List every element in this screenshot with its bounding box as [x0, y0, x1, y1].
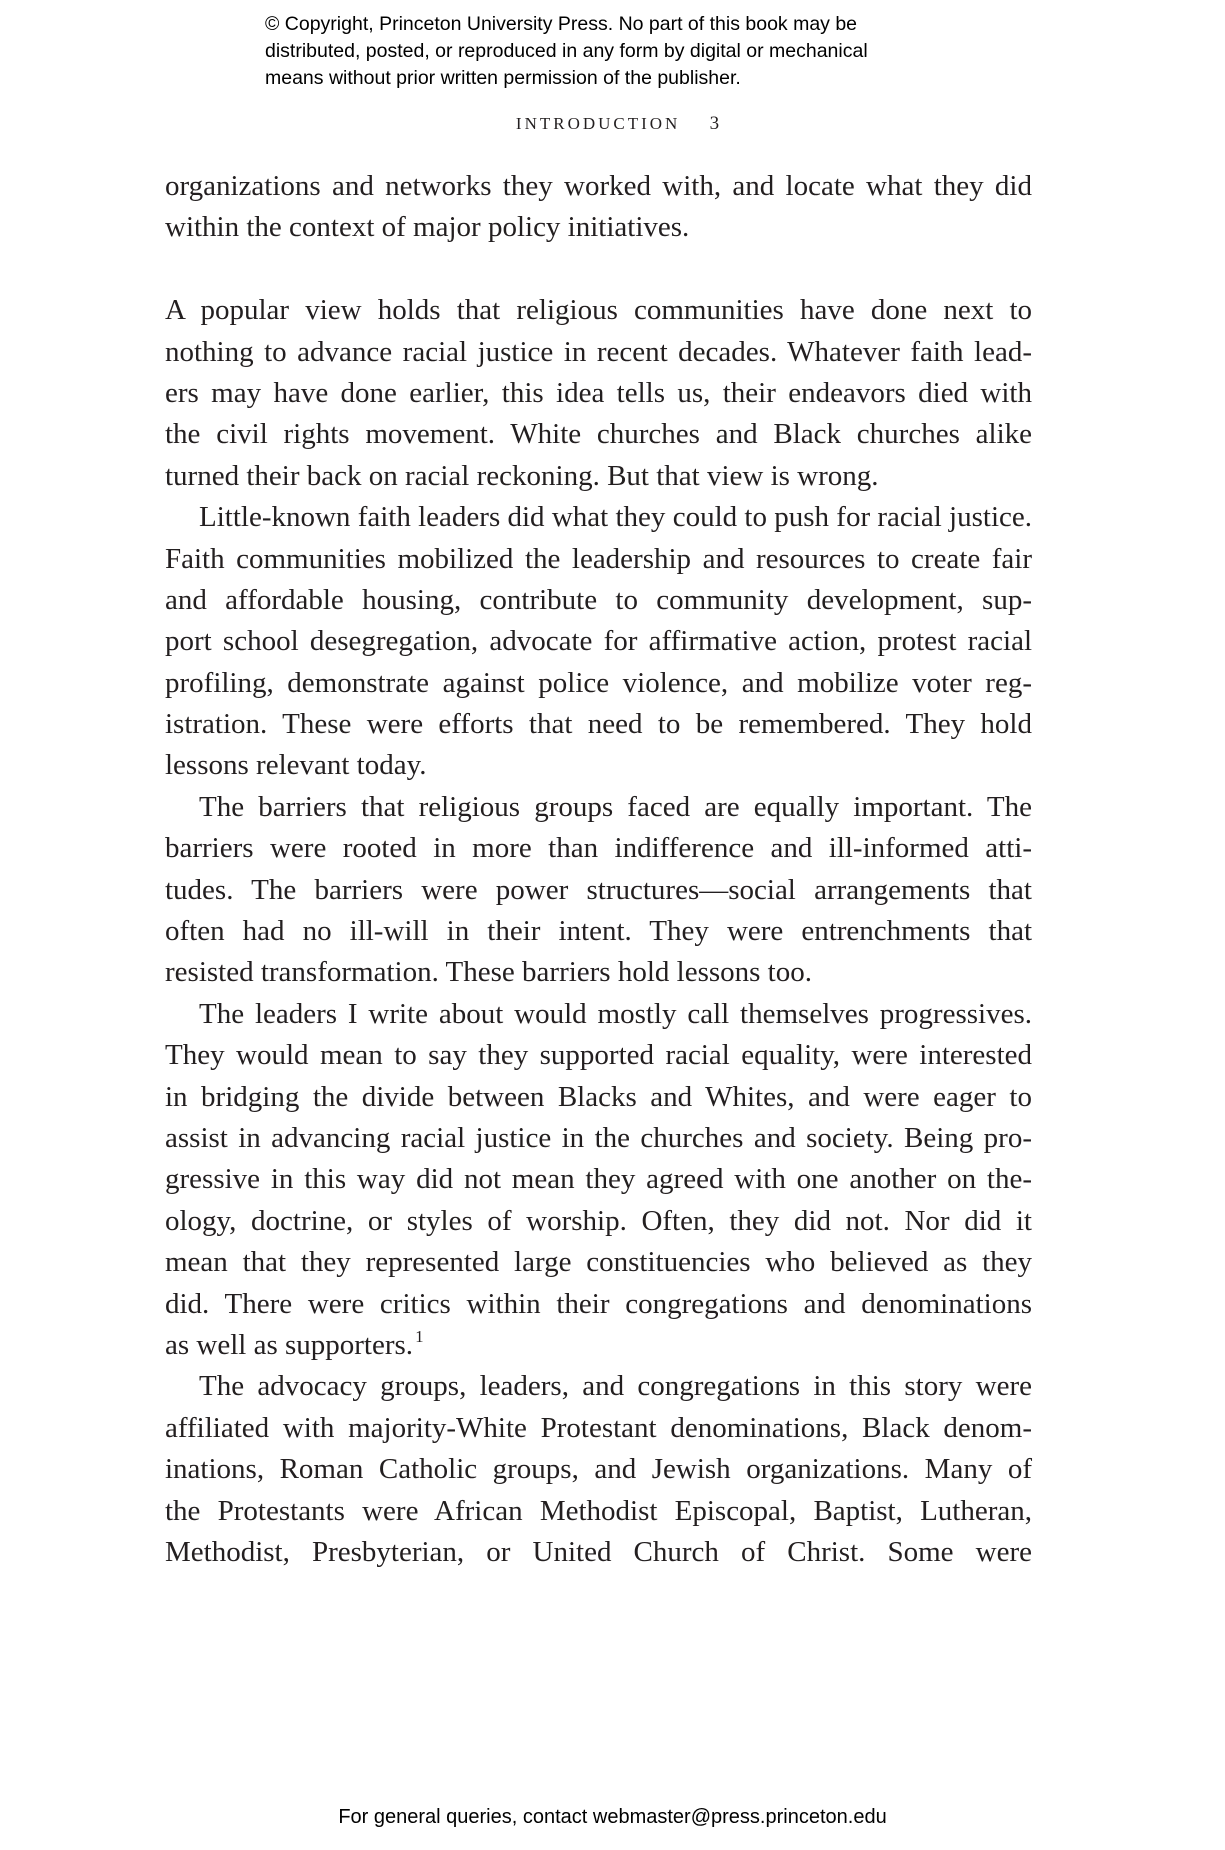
- paragraph: [165, 290, 1032, 497]
- text-line: Methodist, Presbyterian, or United Church of Christ. Some were: [165, 1535, 1032, 1568]
- text-line: ology, doctrine, or styles of worship. Often, they did not. Nor did it: [165, 1204, 1032, 1237]
- footer-contact: [0, 1806, 1225, 1829]
- running-head: [0, 113, 1225, 135]
- text-line: The advocacy groups, leaders, and congregations in this story were: [199, 1370, 1032, 1403]
- text-line: resisted transformation. These barriers hold lessons too.: [165, 956, 812, 989]
- text-line: istration. These were efforts that need to be remembered. They hold: [165, 708, 1032, 741]
- text-line: gressive in this way did not mean they agreed with one another on the-: [165, 1163, 1032, 1196]
- text-line: affiliated with majority-White Protestant denominations, Black denom-: [165, 1411, 1032, 1444]
- body-text: [165, 166, 1032, 1573]
- text-line: organizations and networks they worked with, and locate what they did: [165, 170, 1032, 202]
- text-line: The barriers that religious groups faced are equally important. The: [199, 790, 1032, 823]
- copyright-line: distributed, posted, or reproduced in any form by digital or mechanical: [265, 40, 868, 62]
- paragraph: [165, 787, 1032, 994]
- paragraph: [165, 1366, 1032, 1573]
- text-line: Faith communities mobilized the leadership and resources to create fair: [165, 542, 1032, 575]
- copyright-line: © Copyright, Princeton University Press. No part of this book may be: [265, 13, 858, 35]
- paragraph: [165, 166, 1032, 249]
- text-line: turned their back on racial reckoning. But that view is wrong.: [165, 459, 879, 492]
- text-line: ers may have done earlier, this idea tells us, their endeavors died with: [165, 376, 1032, 409]
- text-line: the Protestants were African Methodist Episcopal, Baptist, Lutheran,: [165, 1494, 1032, 1527]
- footer-prefix: For general queries, contact: [338, 1806, 593, 1828]
- text-line: did. There were critics within their congregations and denominations: [165, 1287, 1032, 1320]
- text-line: profiling, demonstrate against police violence, and mobilize voter reg-: [165, 666, 1032, 699]
- text-line: tudes. The barriers were power structures—social arrangements that: [165, 873, 1032, 906]
- text-line: They would mean to say they supported racial equality, were interested: [165, 1039, 1032, 1072]
- footnote-reference[interactable]: 1: [415, 1326, 424, 1346]
- copyright-notice: [265, 11, 1025, 92]
- running-head-section: INTRODUCTION: [515, 114, 681, 133]
- copyright-line: means without prior written permission of the publisher.: [265, 67, 741, 89]
- text-line: The leaders I write about would mostly call themselves progressives.: [199, 997, 1032, 1030]
- text-line: in bridging the divide between Blacks and Whites, and were eager to: [165, 1080, 1032, 1113]
- paragraph: [165, 994, 1032, 1367]
- text-line: mean that they represented large constituencies who believed as they: [165, 1246, 1032, 1279]
- text-line: inations, Roman Catholic groups, and Jewish organizations. Many of: [165, 1453, 1032, 1486]
- text-line: the civil rights movement. White churches and Black churches alike: [165, 418, 1032, 451]
- text-line: A popular view holds that religious communities have done next to: [165, 294, 1032, 327]
- section-break: [165, 249, 1032, 290]
- text-line-content: as well as supporters.: [165, 1328, 414, 1361]
- webmaster-email-link[interactable]: webmaster@press.princeton.edu: [592, 1806, 887, 1828]
- text-line: [165, 1325, 1032, 1366]
- text-line: and affordable housing, contribute to community development, sup-: [165, 583, 1032, 616]
- text-line: within the context of major policy initiatives.: [165, 211, 690, 244]
- text-line: assist in advancing racial justice in the churches and society. Being pro-: [165, 1121, 1032, 1154]
- text-line: barriers were rooted in more than indifference and ill-informed atti-: [165, 832, 1032, 865]
- text-line: nothing to advance racial justice in recent decades. Whatever faith lead-: [165, 335, 1032, 368]
- page-number: 3: [709, 113, 720, 134]
- text-line: often had no ill-will in their intent. They were entrenchments that: [165, 915, 1032, 948]
- text-line: port school desegregation, advocate for affirmative action, protest racial: [165, 625, 1032, 658]
- text-line: lessons relevant today.: [165, 749, 427, 782]
- paragraph: [165, 497, 1032, 787]
- text-line: Little-known faith leaders did what they could to push for racial justice.: [199, 501, 1032, 534]
